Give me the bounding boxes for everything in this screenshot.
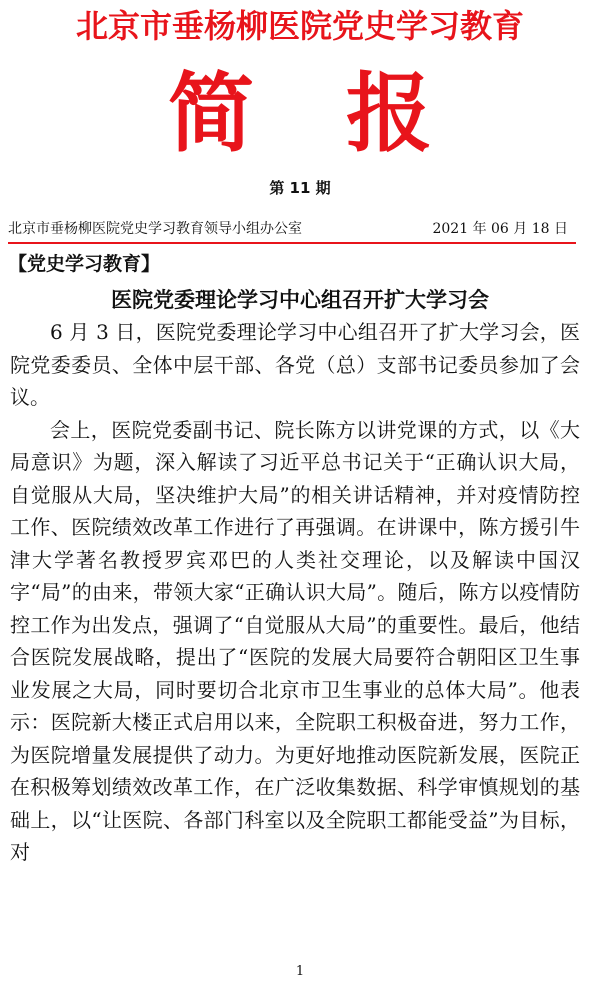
article-paragraph-2: 会上，医院党委副书记、院长陈方以讲党课的方式，以《大局意识》为题，深入解读了习近平总书记关于“正确认识大局，自觉服从大局，坚决维护大局”的相关讲话精神，并对疫情防控工作、医院绩效改革工作进行了再强调。在讲课中，陈方援引牛津大学著名教授罗宾邓巴的人类社交理论，以及解读中国汉字“局”的由来，带领大家“正确认识大局”。随后，陈方以疫情防控工作为出发点，强调了“自觉服从大局”的重要性。最后，他结合医院发展战略，提出了“医院的发展大局要符合朝阳区卫生事业发展之大局，同时要切合北京市卫生事业的总体大局”。他表示：医院新大楼正式启用以来，全院职工积极奋进，努力工作，为医院增量发展提供了动力。为更好地推动医院新发展，医院正在积极筹划绩效改革工作，在广泛收集数据、科学审慎规划的基础上，以“让医院、各部门科室以及全院职工都能受益”为目标，对 — [10, 417, 580, 864]
bulletin-title-char-1: 简 — [168, 64, 254, 164]
red-divider — [8, 242, 576, 244]
bulletin-title-char-2: 报 — [346, 64, 432, 164]
masthead-title: 北京市垂杨柳医院党史学习教育 — [75, 7, 524, 45]
article-title: 医院党委理论学习中心组召开扩大学习会 — [111, 287, 489, 312]
section-tag: 【党史学习教育】 — [8, 253, 161, 275]
publisher-row — [8, 219, 586, 241]
article-body — [10, 316, 580, 869]
publish-date: 2021 年 06 月 18 日 — [432, 221, 568, 237]
article-paragraph-1: 6 月 3 日，医院党委理论学习中心组召开了扩大学习会，医院党委委员、全体中层干部、各党（总）支部书记委员参加了会议。 — [10, 320, 580, 409]
bulletin-title — [0, 64, 600, 164]
page-number: 1 — [295, 964, 305, 979]
issue-number: 第 11 期 — [269, 179, 331, 197]
publisher-office: 北京市垂杨柳医院党史学习教育领导小组办公室 — [8, 221, 302, 237]
